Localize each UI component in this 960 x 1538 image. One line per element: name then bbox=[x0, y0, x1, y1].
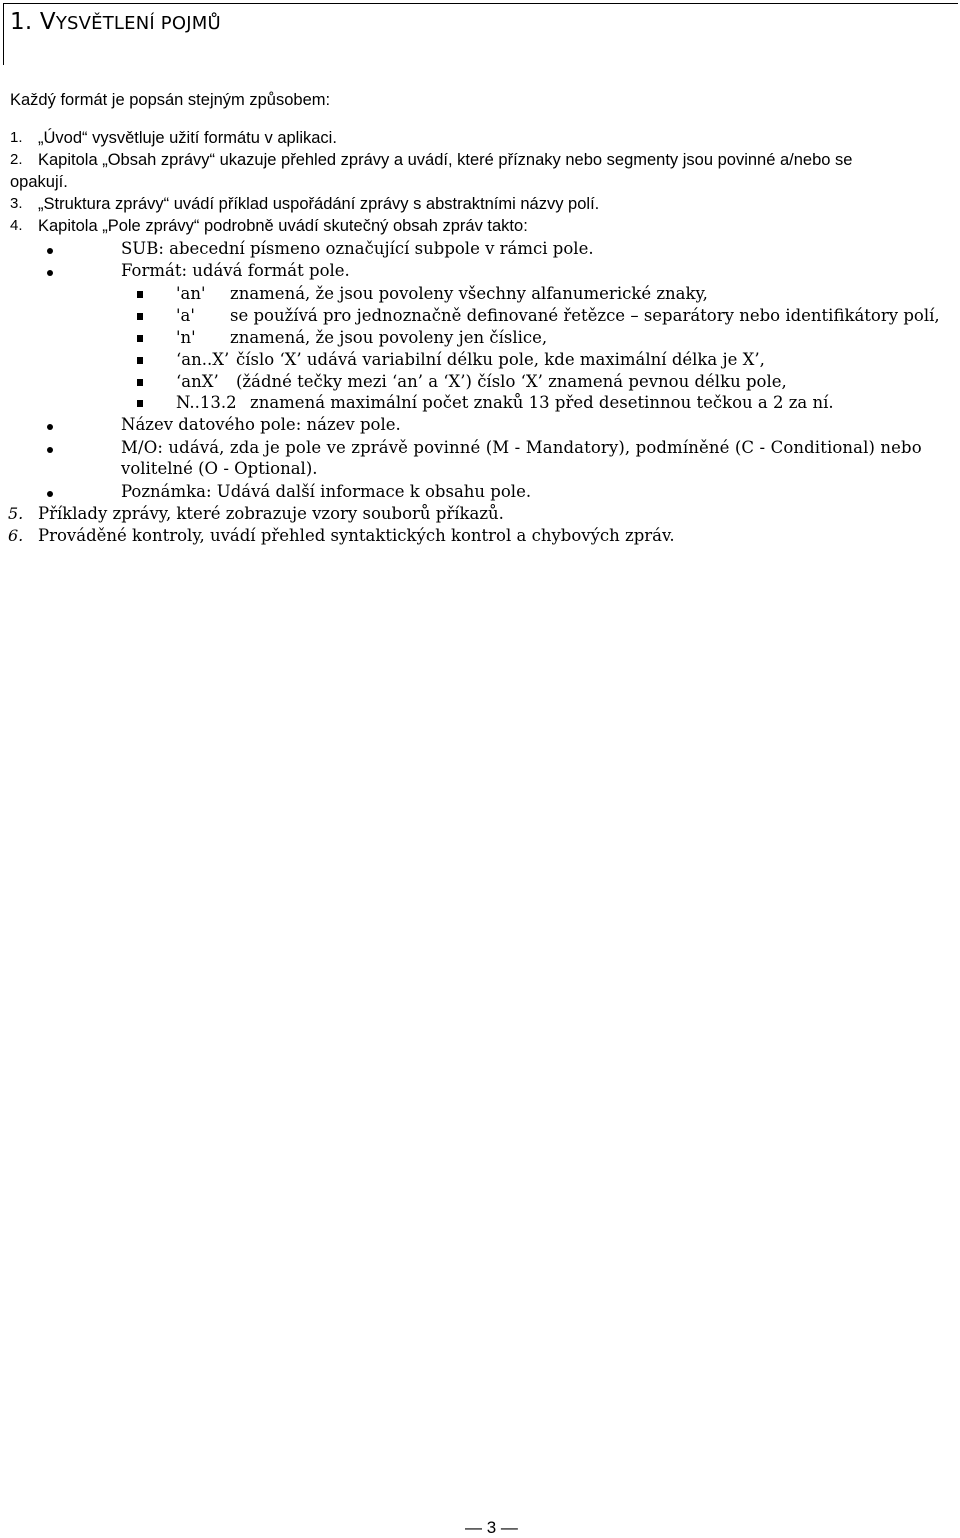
bullet-dot bbox=[47, 491, 53, 497]
format-desc-anx-fixed: (žádné tečky mezi ‘an’ a ‘X’) číslo ‘X’ znamená pevnou délku pole, bbox=[236, 372, 787, 391]
item-1-number: 1. bbox=[10, 129, 23, 146]
square-bullet bbox=[137, 400, 143, 407]
format-desc-a: se používá pro jednoznačně definované řetězce – separátory nebo identifikátory polí, bbox=[230, 306, 940, 325]
item-1-text: „Úvod“ vysvětluje užití formátu v aplikaci. bbox=[38, 129, 337, 147]
intro-text: Každý formát je popsán stejným způsobem: bbox=[10, 91, 331, 109]
page-number: — 3 — bbox=[465, 1518, 518, 1537]
section-heading bbox=[10, 9, 221, 35]
square-bullet bbox=[137, 335, 143, 342]
format-code-a: 'a' bbox=[176, 306, 195, 325]
item-6-text: Prováděné kontroly, uvádí přehled syntaktických kontrol a chybových zpráv. bbox=[38, 526, 675, 545]
bullet-mo-cont: volitelné (O - Optional). bbox=[121, 459, 318, 478]
bullet-format: Formát: udává formát pole. bbox=[121, 261, 350, 280]
bullet-nazev: Název datového pole: název pole. bbox=[121, 415, 401, 434]
format-code-n1332: N..13.2 bbox=[176, 393, 237, 412]
item-3-number: 3. bbox=[10, 195, 23, 212]
item-2-number: 2. bbox=[10, 151, 23, 168]
format-desc-an: znamená, že jsou povoleny všechny alfanumerické znaky, bbox=[230, 284, 708, 303]
format-code-anx-var: ‘an..X’ bbox=[176, 350, 230, 369]
item-5-number: 5. bbox=[8, 504, 24, 523]
bullet-mo: M/O: udává, zda je pole ve zprávě povinné (M - Mandatory), podmíněné (C - Conditional) nebo bbox=[121, 438, 922, 457]
format-code-anx-fixed: ‘anX’ bbox=[176, 372, 219, 391]
square-bullet bbox=[137, 379, 143, 386]
square-bullet bbox=[137, 357, 143, 364]
item-5-text: Příklady zprávy, které zobrazuje vzory souborů příkazů. bbox=[38, 504, 504, 523]
heading-rest: YSVĚTLENÍ POJMŮ bbox=[55, 13, 221, 34]
item-3-text: „Struktura zprávy“ uvádí příklad uspořádání zprávy s abstraktními názvy polí. bbox=[38, 195, 600, 213]
item-4-text: Kapitola „Pole zprávy“ podrobně uvádí skutečný obsah zpráv takto: bbox=[38, 217, 528, 235]
heading-number: 1. bbox=[10, 9, 33, 35]
bullet-dot bbox=[47, 447, 53, 453]
item-2-text-cont: opakují. bbox=[10, 173, 68, 191]
bullet-poznamka: Poznámka: Udává další informace k obsahu pole. bbox=[121, 482, 532, 501]
heading-first-letter: V bbox=[39, 9, 56, 35]
bullet-dot bbox=[47, 270, 53, 276]
format-desc-anx-var: číslo ‘X’ udává variabilní délku pole, kde maximální délka je X’, bbox=[236, 350, 765, 369]
item-6-number: 6. bbox=[8, 526, 24, 545]
format-desc-n: znamená, že jsou povoleny jen číslice, bbox=[230, 328, 548, 347]
item-2-text: Kapitola „Obsah zprávy“ ukazuje přehled zprávy a uvádí, které příznaky nebo segmenty jsou povinné a/nebo se bbox=[38, 151, 853, 169]
bullet-sub: SUB: abecední písmeno označující subpole v rámci pole. bbox=[121, 239, 594, 258]
item-4-number: 4. bbox=[10, 217, 23, 234]
format-desc-n1332: znamená maximální počet znaků 13 před desetinnou tečkou a 2 za ní. bbox=[250, 393, 834, 412]
format-code-n: 'n' bbox=[176, 328, 196, 347]
format-code-an: 'an' bbox=[176, 284, 206, 303]
square-bullet bbox=[137, 313, 143, 320]
square-bullet bbox=[137, 291, 143, 298]
bullet-dot bbox=[47, 424, 53, 430]
bullet-dot bbox=[47, 248, 53, 254]
